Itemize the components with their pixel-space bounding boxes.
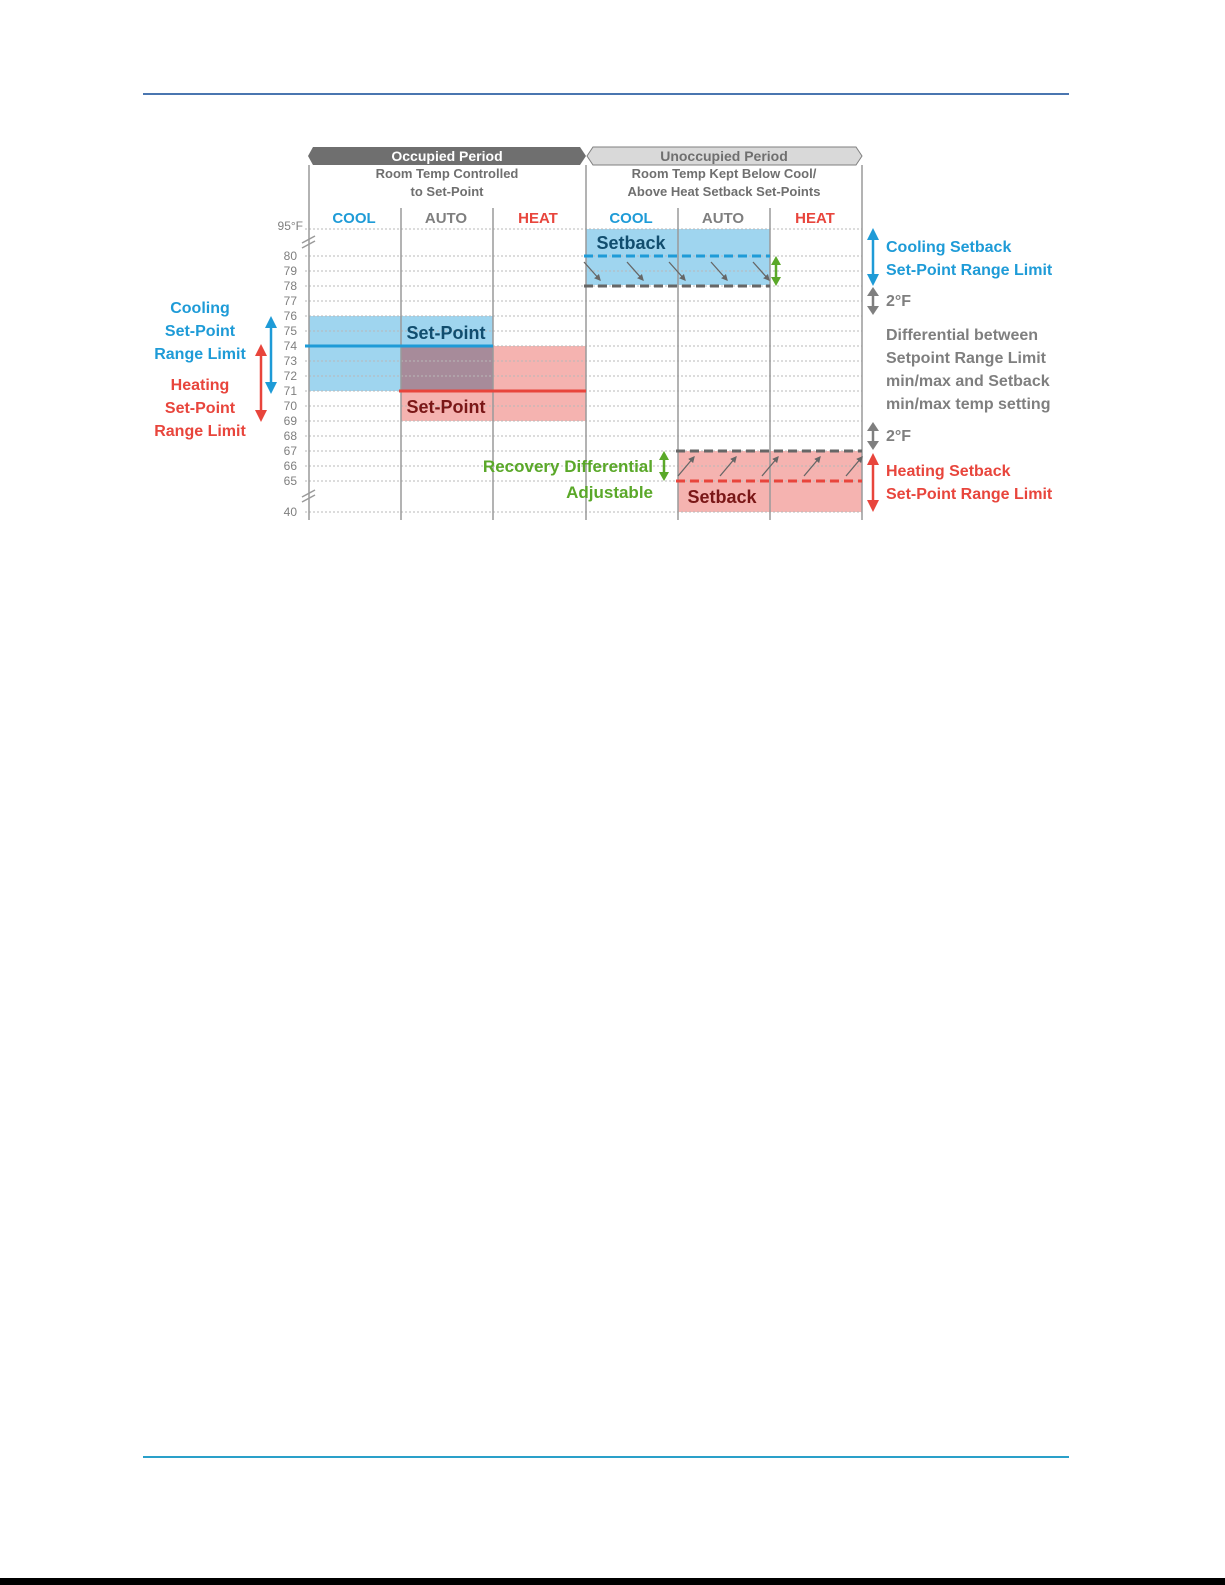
mode-label-unoccupied-cool: COOL (609, 210, 653, 227)
diff-top-label: 2°F (886, 293, 912, 310)
heating-range-label-line2: Set-Point (164, 400, 236, 417)
diff-top-double-arrow (867, 287, 879, 315)
unoccupied-desc-line1: Room Temp Kept Below Cool/ (631, 166, 817, 181)
temp-label: 65 (283, 474, 297, 488)
temp-label: 79 (283, 264, 297, 278)
heating-recovery-double-arrow (659, 451, 669, 481)
temp-label-95: 95°F (277, 219, 303, 233)
cooling-range-double-arrow (265, 316, 277, 394)
temp-label: 67 (283, 444, 297, 458)
heating-setback-label-line2: Set-Point Range Limit (886, 486, 1053, 503)
temp-label: 72 (283, 369, 297, 383)
temp-label: 69 (283, 414, 297, 428)
temp-label: 77 (283, 294, 297, 308)
temp-label: 68 (283, 429, 297, 443)
cooling-setback-label-line2: Set-Point Range Limit (886, 262, 1053, 279)
unoccupied-period-header (587, 147, 862, 165)
cooling-range-label-line3: Range Limit (154, 346, 246, 363)
unoccupied-period-title: Unoccupied Period (660, 148, 788, 164)
unoccupied-desc-line2: Above Heat Setback Set-Points (627, 184, 821, 199)
auto-overlap-region (401, 346, 493, 391)
occupied-period-title: Occupied Period (391, 148, 503, 164)
cooling-range-label-line1: Cooling (170, 300, 230, 317)
cooling-setback-label-line1: Cooling Setback (886, 239, 1012, 256)
temp-label: 78 (283, 279, 297, 293)
occupied-desc-line2: to Set-Point (410, 184, 484, 199)
diff-bottom-double-arrow (867, 422, 879, 450)
mode-label-occupied-auto: AUTO (424, 210, 468, 227)
differential-label-line2: Setpoint Range Limit (886, 350, 1046, 367)
recovery-differential-label: Recovery Differential (482, 457, 653, 476)
mode-label-unoccupied-auto: AUTO (701, 210, 745, 227)
heating-setback-label: Setback (687, 487, 757, 507)
temp-label: 74 (283, 339, 297, 353)
cooling-recovery-double-arrow (771, 256, 781, 286)
temp-label: 76 (283, 309, 297, 323)
heating-setpoint-label: Set-Point (406, 397, 486, 417)
mode-label-occupied-cool: COOL (332, 210, 376, 227)
heating-range-label-line3: Range Limit (154, 423, 246, 440)
occupied-desc-line1: Room Temp Controlled (375, 166, 519, 181)
heating-setback-label-line1: Heating Setback (886, 463, 1011, 480)
temp-label: 71 (283, 384, 297, 398)
mode-label-unoccupied-heat: HEAT (795, 210, 835, 227)
heating-setback-range-double-arrow (867, 453, 879, 512)
mode-label-occupied-heat: HEAT (518, 210, 558, 227)
temp-label: 70 (283, 399, 297, 413)
temp-label: 66 (283, 459, 297, 473)
cooling-range-label-line2: Set-Point (164, 323, 236, 340)
occupied-period-header (308, 147, 586, 165)
differential-label-line4: min/max temp setting (886, 396, 1051, 413)
cooling-setback-range-double-arrow (867, 228, 879, 286)
temp-label-40: 40 (283, 505, 297, 519)
cooling-setback-label: Setback (596, 233, 666, 253)
recovery-adjustable-label: Adjustable (566, 483, 653, 502)
temp-label: 73 (283, 354, 297, 368)
heating-setpoint-range-region (493, 346, 586, 421)
differential-label-line1: Differential between (886, 327, 1039, 344)
differential-label-line3: min/max and Setback (886, 373, 1050, 390)
cooling-setpoint-label: Set-Point (406, 323, 486, 343)
temp-label: 80 (283, 249, 297, 263)
heating-range-label-line1: Heating (170, 377, 230, 394)
diff-bottom-label: 2°F (886, 428, 912, 445)
heating-range-double-arrow (255, 344, 267, 422)
temp-label: 75 (283, 324, 297, 338)
